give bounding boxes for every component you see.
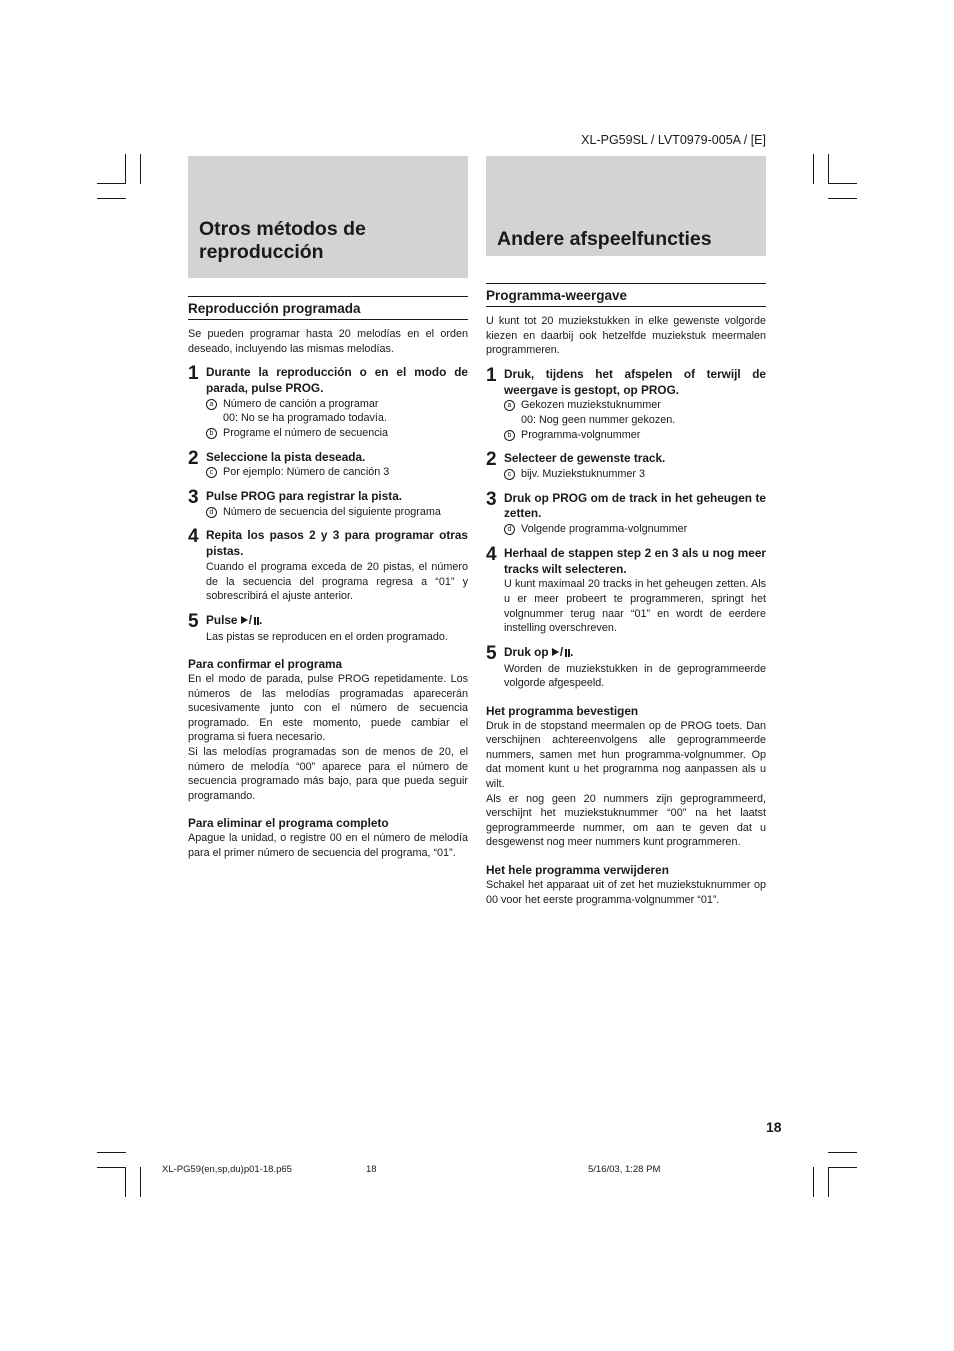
- step-title: Pulse / .: [206, 612, 263, 627]
- circled-letter-icon: b: [206, 428, 217, 439]
- circled-letter-icon: d: [504, 524, 515, 535]
- spanish-heading: Otros métodos de reproducción: [199, 218, 366, 263]
- step-note: b Programma-volgnummer: [504, 428, 766, 443]
- step-number: 4: [188, 526, 199, 548]
- step-note: c Por ejemplo: Número de canción 3: [206, 465, 468, 480]
- footer-page: 18: [366, 1164, 377, 1175]
- dutch-step-1: [486, 364, 766, 442]
- sub-paragraph: Schakel het apparaat uit of zet het muziekstuknummer op 00 voor het eerste programma-volgnummer “01”.: [486, 879, 766, 906]
- step-title: Herhaal de stappen step 2 en 3 als u nog meer tracks wilt selecteren.: [504, 545, 766, 576]
- dutch-step-5: [486, 642, 766, 691]
- step-title: Durante la reproducción o en el modo de parada, pulse PROG.: [206, 365, 468, 395]
- sub-paragraph: En el modo de parada, pulse PROG repetidamente. Los números de las melodías programadas aparecerán sucesivamente junto con el número de secuencia programado. En este momento, puede cambiar el programa si fuera necesario.: [188, 673, 468, 744]
- step-note: d Número de secuencia del siguiente programa: [206, 505, 468, 520]
- step-title: Selecteer de gewenste track.: [504, 451, 666, 466]
- page-number: 18: [766, 1119, 782, 1135]
- step-title: Druk op / .: [504, 644, 574, 659]
- spanish-step-3: [188, 486, 468, 519]
- circled-letter-icon: c: [504, 469, 515, 480]
- model-code: XL-PG59SL / LVT0979-005A / [E]: [581, 133, 766, 147]
- step-title: Seleccione la pista deseada.: [206, 449, 366, 464]
- dutch-step-4: [486, 543, 766, 636]
- step-number: 5: [486, 642, 497, 664]
- sub-paragraph: Si las melodías programadas son de menos de 20, el número de melodía “00” aparece para el número de secuencia programado más bajo, para que pueda seguir programando.: [188, 746, 468, 802]
- step-note: a Gekozen muziekstuknummer: [504, 398, 766, 413]
- step-number: 1: [188, 363, 199, 385]
- step-number: 3: [188, 486, 199, 508]
- spanish-intro: Se pueden programar hasta 20 melodías en el orden deseado, incluyendo las mismas melodías.: [188, 328, 468, 355]
- spanish-step-4: [188, 528, 468, 603]
- step-note: a Número de canción a programar: [206, 397, 468, 412]
- footer-date: 5/16/03, 1:28 PM: [588, 1164, 661, 1175]
- sub-title: Het programma bevestigen: [486, 703, 639, 718]
- circled-letter-icon: d: [206, 507, 217, 518]
- step-number: 5: [188, 610, 199, 632]
- step-number: 2: [486, 449, 497, 471]
- step-title: Repita los pasos 2 y 3 para programar otras pistas.: [206, 528, 468, 559]
- sub-paragraph: Apague la unidad, o registre 00 en el número de melodía para el primer número de secuencia del programa, “01”.: [188, 832, 468, 860]
- dutch-step-2: [486, 451, 766, 481]
- spanish-confirm-section: [188, 657, 468, 803]
- spanish-step-5: [188, 610, 468, 644]
- spanish-heading-banner: [188, 156, 468, 278]
- sub-title: Het hele programma verwijderen: [486, 863, 669, 878]
- circled-letter-icon: a: [504, 400, 515, 411]
- sub-title: Para confirmar el programa: [188, 657, 343, 672]
- dutch-column: [486, 156, 766, 907]
- step-note: b Programe el número de secuencia: [206, 426, 468, 441]
- spanish-section-title: Reproducción programada: [188, 296, 468, 320]
- sub-title: Para eliminar el programa completo: [188, 816, 389, 831]
- step-title: Pulse PROG para registrar la pista.: [206, 488, 403, 503]
- footer-file: XL-PG59(en,sp,du)p01-18.p65: [162, 1164, 292, 1175]
- dutch-heading: Andere afspeelfuncties: [497, 228, 712, 250]
- circled-letter-icon: c: [206, 467, 217, 478]
- step-title: Druk, tijdens het afspelen of terwijl de weergave is gestopt, op PROG.: [504, 366, 766, 397]
- step-number: 1: [486, 364, 497, 386]
- sub-paragraph: Als er nog geen 20 nummers zijn geprogrammeerd, verschijnt het muziekstuknummer “00” na het laatst geprogrammeerde nummer, om aan te geven dat u desgewenst nog meer nummers kunt programmeren.: [486, 792, 766, 849]
- dutch-section-title: Programma-weergave: [486, 283, 766, 307]
- step-number: 3: [486, 488, 497, 510]
- step-text: Cuando el programa exceda de 20 pistas, el número de la secuencia del programa regresa a “01” y sobrescribirá el ajuste anterior.: [206, 560, 468, 603]
- spanish-step-1: [188, 365, 468, 440]
- step-title: Druk op PROG om de track in het geheugen te zetten.: [504, 490, 766, 521]
- circled-letter-icon: a: [206, 399, 217, 410]
- step-text: U kunt maximaal 20 tracks in het geheugen zetten. Als u er meer probeert te programmeren, springt het volgnummer terug naar “01” en wordt de eerdere instelling overschreven.: [504, 578, 766, 635]
- dutch-confirm-section: [486, 704, 766, 850]
- step-text: Worden de muziekstukken in de geprogrammeerde volgorde afgespeeld.: [504, 662, 766, 690]
- sub-paragraph: Druk in de stopstand meermalen op de PROG toets. Dan verschijnen achtereenvolgens alle geprogrammeerde nummers, samen met hun programma-volgnummer. Op dat moment kunt u het programma nog aanpassen als u wilt.: [486, 719, 766, 791]
- dutch-step-3: [486, 488, 766, 537]
- step-note: d Volgende programma-volgnummer: [504, 522, 766, 537]
- step-note: c bijv. Muziekstuknummer 3: [504, 467, 766, 482]
- dutch-heading-banner: [486, 156, 766, 256]
- step-note: 00: No se ha programado todavía.: [223, 412, 387, 425]
- circled-letter-icon: b: [504, 430, 515, 441]
- dutch-delete-section: [486, 863, 766, 907]
- play-pause-icon: /: [552, 645, 570, 659]
- step-number: 4: [486, 543, 497, 565]
- play-pause-icon: /: [241, 613, 259, 627]
- spanish-delete-section: [188, 816, 468, 860]
- step-note: 00: Nog geen nummer gekozen.: [521, 413, 676, 426]
- step-number: 2: [188, 447, 199, 469]
- spanish-column: [188, 156, 468, 861]
- step-text: Las pistas se reproducen en el orden programado.: [206, 630, 448, 643]
- dutch-intro: U kunt tot 20 muziekstukken in elke gewenste volgorde kiezen en daarbij ook hetzelfde muziekstuk meermalen programmeren.: [486, 315, 766, 357]
- spanish-step-2: [188, 447, 468, 480]
